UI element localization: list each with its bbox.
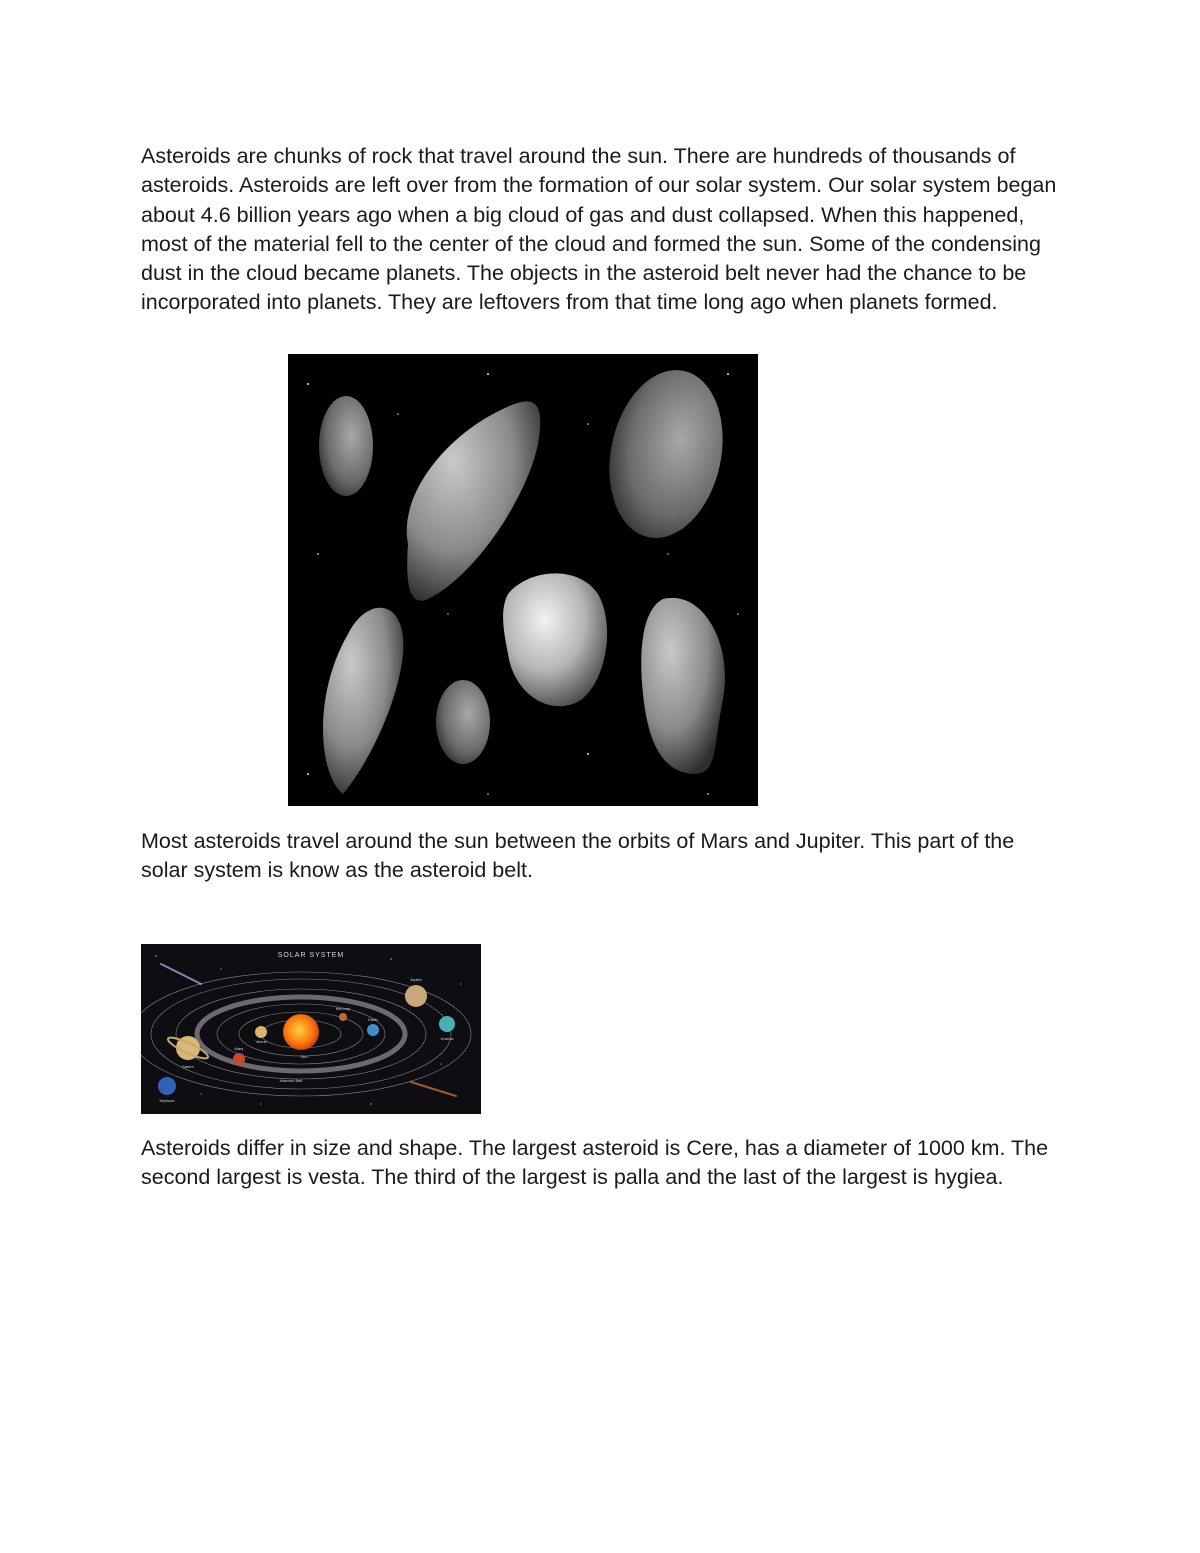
sizes-paragraph: Asteroids differ in size and shape. The largest asteroid is Cere, has a diameter of 1000 km. The second largest is vesta. The third of the largest is palla and the last of the largest is hygiea. — [141, 1136, 1049, 1190]
solar-system-diagram — [141, 944, 481, 1114]
label-jupiter: Jupiter — [409, 977, 423, 982]
label-mercury: Mercury — [335, 1006, 351, 1011]
intro-paragraph: Asteroids are chunks of rock that travel around the sun. There are hundreds of thousands of asteroids. Asteroids are left over from the formation of our solar system. Our solar system began about 4.6 billion years ago when a big cloud of gas and dust collapsed. When this happened, most of the material fell to the center of the cloud and formed the sun. Some of the condensing dust in the cloud became planets. The objects in the asteroid belt never had the chance to be incorporated into planets. They are leftovers from that time long ago when planets formed. — [141, 144, 1057, 315]
asteroids-photo — [288, 354, 758, 806]
label-asteroid-belt: Asteroid Belt — [279, 1078, 303, 1083]
jupiter-icon — [405, 985, 427, 1007]
mercury-icon — [339, 1013, 347, 1021]
label-venus: Venus — [255, 1039, 267, 1044]
venus-icon — [255, 1026, 267, 1038]
neptune-icon — [158, 1077, 176, 1095]
sun-icon — [283, 1014, 319, 1050]
belt-paragraph: Most asteroids travel around the sun between the orbits of Mars and Jupiter. This part of the solar system is know as the asteroid belt. — [141, 829, 1015, 883]
uranus-icon — [439, 1016, 455, 1032]
diagram-title: SOLAR SYSTEM — [277, 952, 345, 959]
label-uranus: Uranus — [440, 1036, 454, 1041]
mars-icon — [233, 1053, 245, 1065]
asteroid-small-bottom — [436, 680, 490, 764]
label-neptune: Neptune — [159, 1098, 175, 1103]
earth-icon — [367, 1024, 379, 1036]
asteroid-small-top-left — [319, 396, 373, 496]
label-saturn: Saturn — [182, 1064, 194, 1069]
label-mars: Mars — [234, 1046, 244, 1051]
label-sun: Sun — [300, 1054, 308, 1059]
label-earth: Earth — [368, 1017, 378, 1022]
